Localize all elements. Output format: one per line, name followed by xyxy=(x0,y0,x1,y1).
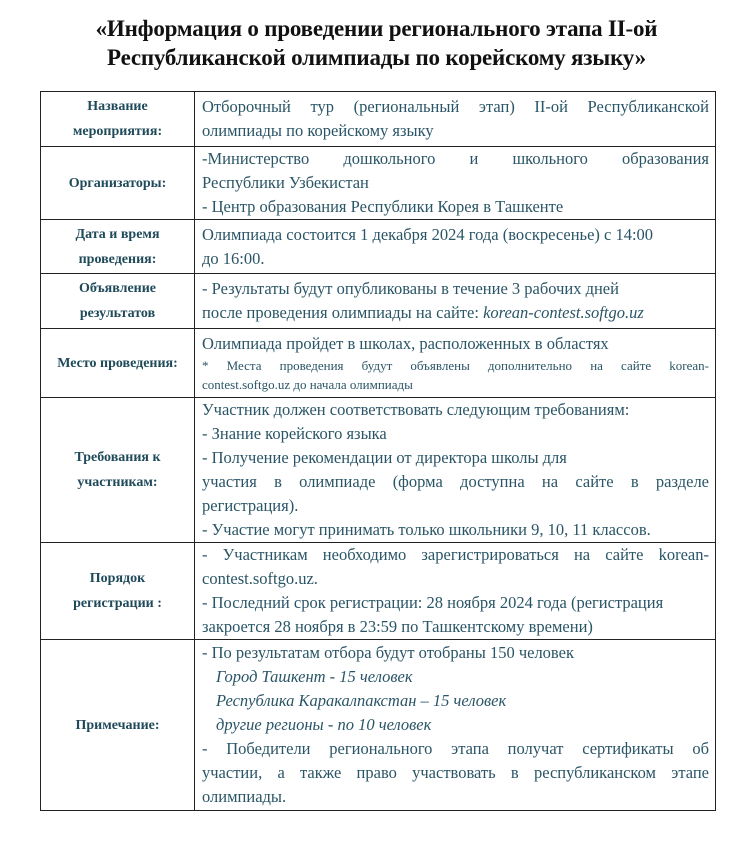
value-results: - Результаты будут опубликованы в течение 3 рабочих дней после проведения олимпиады на сайте: korean-contest.softgo.uz xyxy=(195,274,716,329)
table-row-results xyxy=(41,274,716,329)
label-note: Примечание: xyxy=(41,640,195,811)
document-title xyxy=(0,14,753,72)
table-row-registration xyxy=(41,543,716,640)
value-organizers: -Министерство дошкольного и школьного образования Республики Узбекистан - Центр образования Республики Корея в Ташкенте xyxy=(195,147,716,220)
title-line-1: «Информация о проведении регионального этапа II-ой xyxy=(95,16,658,41)
value-date-time: Олимпиада состоится 1 декабря 2024 года (воскресенье) с 14:00 до 16:00. xyxy=(195,220,716,274)
label-results: Объявление результатов xyxy=(41,274,195,329)
table-row-note xyxy=(41,640,716,811)
info-table xyxy=(40,91,716,811)
value-note: - По результатам отбора будут отобраны 150 человек Город Ташкент - 15 человек Республика Каракалпакстан – 15 человек другие регионы - по 10 человек - Победители регионального этапа получат сертификаты об участии, а также право участвовать в республиканском этапе олимпиады. xyxy=(195,640,716,811)
table-row-date-time xyxy=(41,220,716,274)
label-requirements: Требования к участникам: xyxy=(41,398,195,543)
results-site-link[interactable]: korean-contest.softgo.uz xyxy=(483,303,644,322)
title-line-2: Республиканской олимпиады по корейскому языку» xyxy=(107,45,646,70)
label-date-time: Дата и время проведения: xyxy=(41,220,195,274)
value-event-name: Отборочный тур (региональный этап) II-ой Республиканской олимпиады по корейскому языку xyxy=(195,92,716,147)
table-row-requirements xyxy=(41,398,716,543)
label-venue: Место проведения: xyxy=(41,329,195,398)
value-venue: Олимпиада пройдет в школах, расположенных в областях * Места проведения будут объявлены дополнительно на сайте korean- contest.softgo.uz до начала олимпиады xyxy=(195,329,716,398)
table-row-organizers xyxy=(41,147,716,220)
label-event-name: Название мероприятия: xyxy=(41,92,195,147)
label-registration: Порядок регистрации : xyxy=(41,543,195,640)
label-organizers: Организаторы: xyxy=(41,147,195,220)
value-registration: - Участникам необходимо зарегистрироваться на сайте korean- contest.softgo.uz. - Последний срок регистрации: 28 ноября 2024 года (регистрация закроется 28 ноября в 23:59 по Ташкентскому времени) xyxy=(195,543,716,640)
value-requirements: Участник должен соответствовать следующим требованиям: - Знание корейского языка - Получение рекомендации от директора школы для участия в олимпиаде (форма доступна на сайте в разделе регистрация). - Участие могут принимать только школьники 9, 10, 11 классов. xyxy=(195,398,716,543)
table-row-event-name xyxy=(41,92,716,147)
table-row-venue xyxy=(41,329,716,398)
